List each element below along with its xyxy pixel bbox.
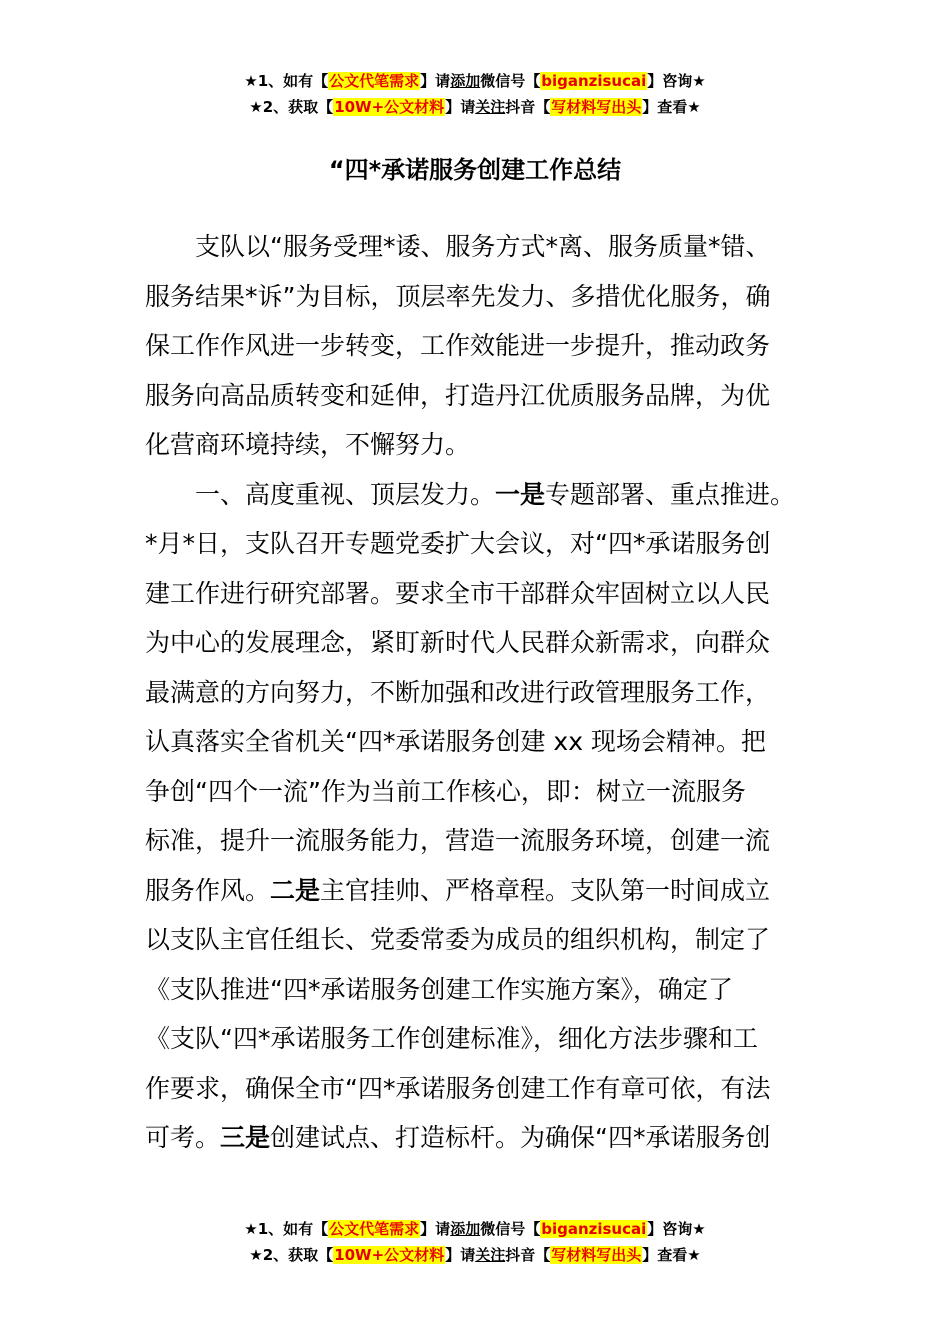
paragraph-1-line: 保工作作风进一步转变，工作效能进一步提升，推动政务 <box>145 331 771 360</box>
paragraph-2-line: 最满意的方向努力，不断加强和改进行政管理服务工作， <box>145 677 771 707</box>
paragraph-1-line: 支队以“服务受理*诿、服务方式*离、服务质量*错、 <box>195 232 771 261</box>
bottom-banner <box>0 1216 950 1268</box>
highlight-service: 公文代笔需求 <box>329 72 420 90</box>
document-title: “四*承诺服务创建工作总结 <box>328 156 622 184</box>
highlight-wechat-id: biganzisucai <box>541 72 647 90</box>
paragraph-2-line: 为中心的发展理念，紧盯新时代人民群众新需求，向群众 <box>145 628 771 657</box>
highlight-service: 公文代笔需求 <box>329 1220 420 1238</box>
paragraph-2-line: 标准，提升一流服务能力，营造一流服务环境，创建一流 <box>145 826 771 855</box>
banner-line-2: ★2、获取【10W+公文材料】请关注抖音【写材料写出头】查看★ <box>249 1246 701 1264</box>
paragraph-2-line: 以支队主官任组长、党委常委为成员的组织机构，制定了 <box>145 925 771 954</box>
paragraph-2-line: *月*日，支队召开专题党委扩大会议，对“四*承诺服务创 <box>145 529 771 558</box>
paragraph-2-line: 建工作进行研究部署。要求全市干部群众牢固树立以人民 <box>145 578 771 608</box>
paragraph-1-line: 服务结果*诉”为目标，顶层率先发力、多措优化服务，确 <box>145 281 771 311</box>
paragraph-2-line: 认真落实全省机关“四*承诺服务创建 xx 现场会精神。把 <box>145 727 766 756</box>
highlight-materials: 10W+公文材料 <box>334 1246 445 1264</box>
paragraph-2-line: 作要求，确保全市“四*承诺服务创建工作有章可依，有法 <box>145 1073 771 1103</box>
paragraph-1-line: 化营商环境持续，不懈努力。 <box>145 430 471 459</box>
highlight-materials: 10W+公文材料 <box>334 98 445 116</box>
paragraph-2-line: 争创“四个一流”作为当前工作核心，即：树立一流服务 <box>145 776 746 806</box>
paragraph-2-line: 《支队推进“四*承诺服务创建工作实施方案》，确定了 <box>145 974 733 1004</box>
banner-line-1: ★1、如有【公文代笔需求】请添加微信号【biganzisucai】咨询★ <box>244 1220 706 1238</box>
highlight-douyin: 写材料写出头 <box>551 98 642 116</box>
top-banner <box>0 68 950 120</box>
banner-line-2: ★2、获取【10W+公文材料】请关注抖音【写材料写出头】查看★ <box>249 98 701 116</box>
paragraph-2-line: 《支队“四*承诺服务工作创建标准》，细化方法步骤和工 <box>145 1024 758 1053</box>
document-body <box>145 222 805 1163</box>
highlight-douyin: 写材料写出头 <box>551 1246 642 1264</box>
paragraph-1-line: 服务向高品质转变和延伸，打造丹江优质服务品牌，为优 <box>145 380 771 410</box>
banner-line-1: ★1、如有【公文代笔需求】请添加微信号【biganzisucai】咨询★ <box>244 72 706 90</box>
paragraph-2-line: 可考。三是创建试点、打造标杆。为确保“四*承诺服务创 <box>145 1123 771 1152</box>
paragraph-2-line: 服务作风。二是主官挂帅、严格章程。支队第一时间成立 <box>145 875 771 905</box>
highlight-wechat-id: biganzisucai <box>541 1220 647 1238</box>
paragraph-2-line: 一、高度重视、顶层发力。一是专题部署、重点推进。 <box>195 479 796 509</box>
